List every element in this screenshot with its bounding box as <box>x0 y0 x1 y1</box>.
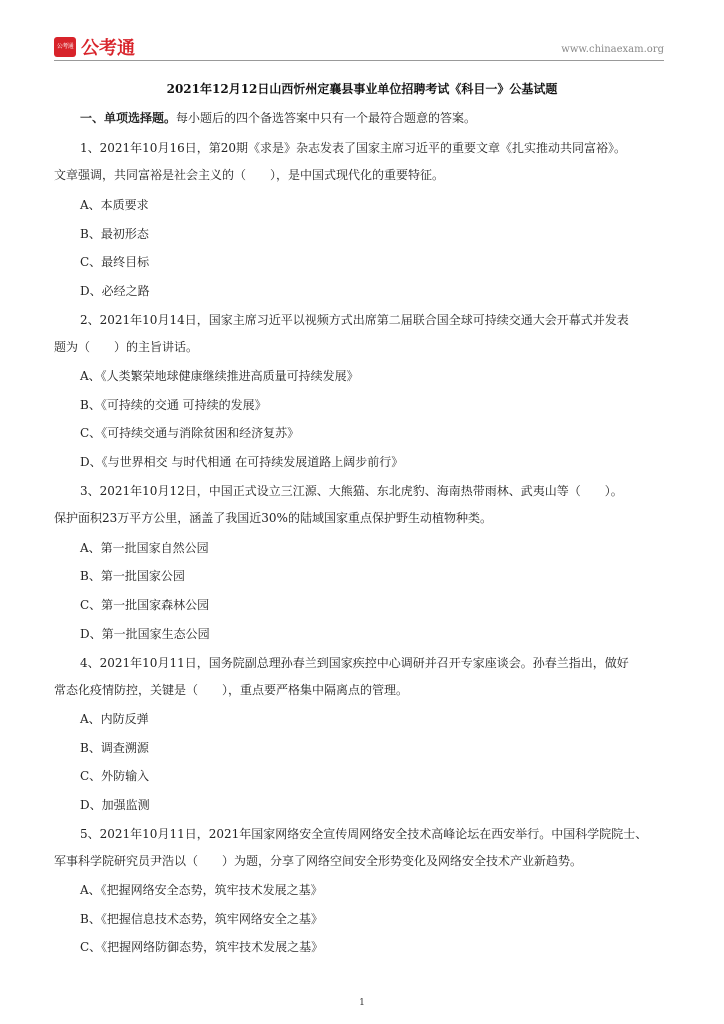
logo-text: 公考通 <box>81 38 135 59</box>
question-4-option-d: D、加强监测 <box>80 798 150 812</box>
question-1-option-b: B、最初形态 <box>80 227 149 241</box>
question-1-option-d: D、必经之路 <box>80 284 150 298</box>
question-2-option-a: A、《人类繁荣地球健康继续推进高质量可持续发展》 <box>80 369 359 383</box>
question-3-option-c: C、第一批国家森林公园 <box>80 598 210 612</box>
question-4-stem-line-1: 4、2021年10月11日，国务院副总理孙春兰到国家疾控中心调研并召开专家座谈会。孙春兰指出，做好 <box>80 656 629 670</box>
question-5-option-a: A、《把握网络安全态势，筑牢技术发展之基》 <box>80 883 323 897</box>
section-instruction: 每小题后的四个备选答案中只有一个最符合题意的答案。 <box>176 111 477 125</box>
page-header <box>54 32 664 60</box>
page-number: 1 <box>359 998 365 1008</box>
header-divider <box>54 60 664 61</box>
site-url[interactable]: www.chinaexam.org <box>561 44 664 55</box>
question-4-option-b: B、调查溯源 <box>80 741 149 755</box>
question-2-option-c: C、《可持续交通与消除贫困和经济复苏》 <box>80 426 300 440</box>
question-3-option-d: D、第一批国家生态公园 <box>80 627 210 641</box>
question-3-stem-line-1: 3、2021年10月12日，中国正式设立三江源、大熊猫、东北虎豹、海南热带雨林、武夷山等（ ）。 <box>80 484 623 498</box>
question-1-option-c: C、最终目标 <box>80 255 150 269</box>
question-2-stem-line-2: 题为（ ）的主旨讲话。 <box>54 340 199 354</box>
section-heading: 一、单项选择题。 <box>80 111 177 125</box>
question-2-option-d: D、《与世界相交 与时代相通 在可持续发展道路上阔步前行》 <box>80 455 404 469</box>
question-2-stem-line-1: 2、2021年10月14日，国家主席习近平以视频方式出席第二届联合国全球可持续交通大会开幕式并发表 <box>80 313 629 327</box>
question-2-option-b: B、《可持续的交通 可持续的发展》 <box>80 398 267 412</box>
question-3-stem-line-2: 保护面积23万平方公里，涵盖了我国近30%的陆域国家重点保护野生动植物种类。 <box>54 511 492 525</box>
question-1-stem-line-2: 文章强调，共同富裕是社会主义的（ ），是中国式现代化的重要特征。 <box>54 168 445 182</box>
question-5-option-b: B、《把握信息技术态势，筑牢网络安全之基》 <box>80 912 323 926</box>
document-title: 2021年12月12日山西忻州定襄县事业单位招聘考试《科目一》公基试题 <box>166 82 558 96</box>
question-1-stem-line-1: 1、2021年10月16日，第20期《求是》杂志发表了国家主席习近平的重要文章《扎实推动共同富裕》。 <box>80 141 626 155</box>
question-4-option-c: C、外防输入 <box>80 769 150 783</box>
section-heading-line <box>80 109 476 126</box>
question-3-option-b: B、第一批国家公园 <box>80 569 185 583</box>
question-4-stem-line-2: 常态化疫情防控，关键是（ ），重点要严格集中隔离点的管理。 <box>54 683 409 697</box>
question-1-option-a: A、本质要求 <box>80 198 149 212</box>
question-4-option-a: A、内防反弹 <box>80 712 149 726</box>
question-5-stem-line-1: 5、2021年10月11日，2021年国家网络安全宣传周网络安全技术高峰论坛在西安举行。中国科学院院士、 <box>80 827 648 841</box>
logo-badge-icon: 公考通 <box>54 37 76 57</box>
question-5-stem-line-2: 军事科学院研究员尹浩以（ ）为题，分享了网络空间安全形势变化及网络安全技术产业新趋势。 <box>54 854 583 868</box>
question-5-option-c: C、《把握网络防御态势，筑牢技术发展之基》 <box>80 940 324 954</box>
question-3-option-a: A、第一批国家自然公园 <box>80 541 209 555</box>
logo[interactable] <box>54 34 135 60</box>
